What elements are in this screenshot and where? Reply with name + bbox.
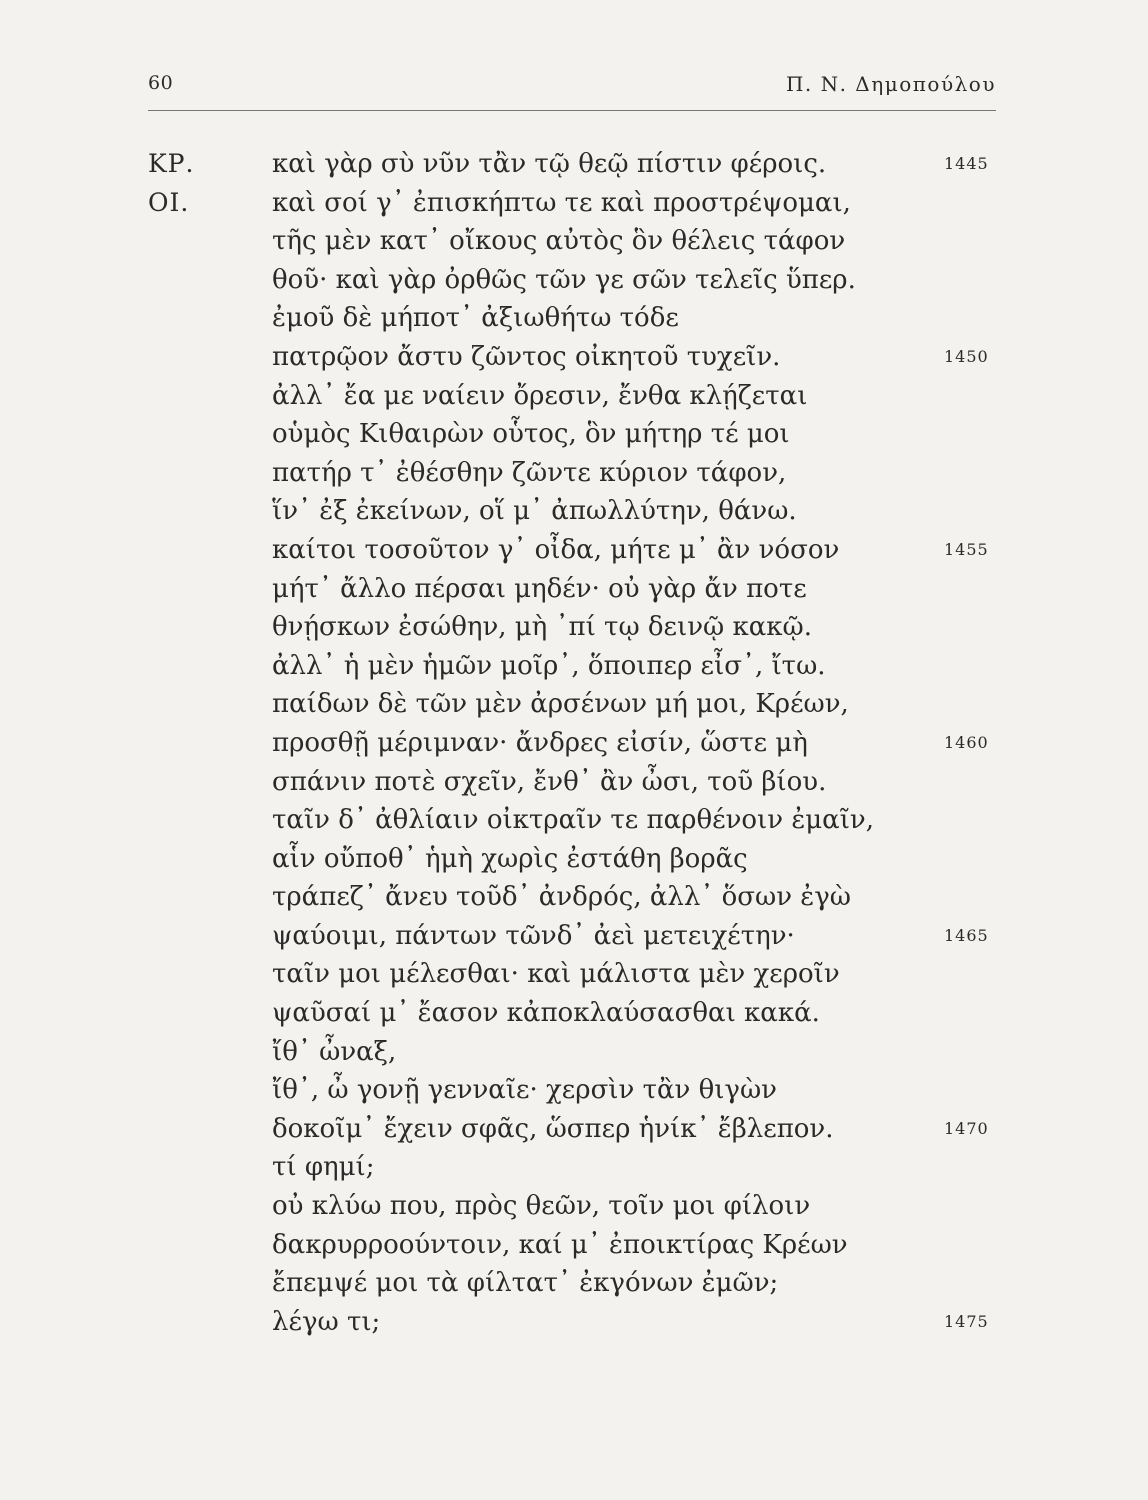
verse-text: τράπεζ᾽ ἄνευ τοῦδ᾽ ἀνδρός, ἀλλ᾽ ὅσων ἐγὼ <box>272 882 851 913</box>
verse-line <box>148 763 1008 802</box>
verse-text: ἀλλ᾽ ἔα με ναίειν ὄρεσιν, ἔνθα κλῄζεται <box>272 380 808 411</box>
verse-text: ἵν᾽ ἐξ ἐκείνων, οἵ μ᾽ ἀπωλλύτην, θάνω. <box>272 496 797 527</box>
verse-line <box>148 377 1008 416</box>
verse-text: σπάνιν ποτὲ σχεῖν, ἔνθ᾽ ἂν ὦσι, τοῦ βίου. <box>272 766 827 797</box>
verse-text: ἴθ᾽, ὦ γονῇ γενναῖε· χερσὶν τἂν θιγὼν <box>272 1075 777 1106</box>
verse-text: δοκοῖμ᾽ ἔχειν σφᾶς, ὥσπερ ἡνίκ᾽ ἔβλεπον. <box>272 1113 834 1144</box>
verse-text: καίτοι τοσοῦτον γ᾽ οἶδα, μήτε μ᾽ ἂν νόσον <box>272 534 840 565</box>
verse-line <box>148 878 1008 917</box>
verse-line <box>148 531 1008 570</box>
verse-line <box>148 647 1008 686</box>
header-rule <box>148 110 996 111</box>
verse-text: ταῖν δ᾽ ἀθλίαιν οἰκτραῖν τε παρθένοιν ἐμαῖν, <box>272 805 874 836</box>
line-number: 1470 <box>944 1118 989 1138</box>
verse-line <box>148 184 1008 223</box>
verse-line <box>148 994 1008 1033</box>
verse-text: ταῖν μοι μέλεσθαι· καὶ μάλιστα μὲν χεροῖν <box>272 959 840 990</box>
verse-line <box>148 1226 1008 1265</box>
verse-text: πατήρ τ᾽ ἐθέσθην ζῶντε κύριον τάφον, <box>272 457 787 488</box>
page-number: 60 <box>148 72 174 94</box>
verse-line <box>148 261 1008 300</box>
verse-text: τῆς μὲν κατ᾽ οἴκους αὐτὸς ὃν θέλεις τάφον <box>272 226 846 257</box>
verse-text: οὑμὸς Κιθαιρὼν οὗτος, ὃν μήτηρ τέ μοι <box>272 419 790 450</box>
verse-text: παίδων δὲ τῶν μὲν ἀρσένων μή μοι, Κρέων, <box>272 689 849 720</box>
verse-text: δακρυρροούντοιν, καί μ᾽ ἐποικτίρας Κρέων <box>272 1229 848 1260</box>
verse-text: καὶ σοί γ᾽ ἐπισκήπτω τε καὶ προστρέψομαι, <box>272 187 851 218</box>
verse-line <box>148 454 1008 493</box>
verse-line <box>148 1187 1008 1226</box>
page-header <box>148 72 996 108</box>
verse-line <box>148 299 1008 338</box>
verse-text: ἔπεμψέ μοι τὰ φίλτατ᾽ ἐκγόνων ἐμῶν; <box>272 1268 779 1299</box>
verse-line <box>148 338 1008 377</box>
running-head: Π. Ν. Δημοπούλου <box>785 72 996 96</box>
verse-line <box>148 1033 1008 1072</box>
verse-line <box>148 492 1008 531</box>
verse-text: ψαῦσαί μ᾽ ἔασον κἀποκλαύσασθαι κακά. <box>272 998 820 1029</box>
verse-text: οὐ κλύω που, πρὸς θεῶν, τοῖν μοι φίλοιν <box>272 1191 811 1222</box>
verse-line <box>148 570 1008 609</box>
verse-line <box>148 917 1008 956</box>
line-number: 1475 <box>944 1311 989 1331</box>
line-number: 1460 <box>944 732 989 752</box>
verse-line <box>148 724 1008 763</box>
line-number: 1445 <box>944 154 989 173</box>
verse-text: ἀλλ᾽ ἡ μὲν ἡμῶν μοῖρ᾽, ὅποιπερ εἶσ᾽, ἴτω. <box>272 650 826 681</box>
speaker-label: ΟΙ. <box>148 187 190 217</box>
verse-line <box>148 840 1008 879</box>
verse-line <box>148 1071 1008 1110</box>
speaker-label: ΚΡ. <box>148 149 195 178</box>
verse-text: ψαύοιμι, πάντων τῶνδ᾽ ἀεὶ μετειχέτην· <box>272 920 795 951</box>
verse-text: τί φημί; <box>272 1152 375 1183</box>
verse-line <box>148 1303 1008 1342</box>
verse-text: ἐμοῦ δὲ μήποτ᾽ ἀξιωθήτω τόδε <box>272 303 679 334</box>
line-number: 1465 <box>944 925 989 945</box>
verse-text: πατρῷον ἄστυ ζῶντος οἰκητοῦ τυχεῖν. <box>272 341 781 372</box>
verse-text: μήτ᾽ ἄλλο πέρσαι μηδέν· οὐ γὰρ ἄν ποτε <box>272 573 807 604</box>
verse-line <box>148 801 1008 840</box>
verse-block <box>148 145 1008 1341</box>
verse-text: λέγω τι; <box>272 1306 381 1337</box>
verse-line <box>148 955 1008 994</box>
verse-line <box>148 222 1008 261</box>
verse-line <box>148 1264 1008 1303</box>
verse-line <box>148 1110 1008 1149</box>
verse-text: ἴθ᾽ ὦναξ, <box>272 1036 397 1067</box>
verse-text: προσθῇ μέριμναν· ἄνδρες εἰσίν, ὥστε μὴ <box>272 727 808 758</box>
verse-line <box>148 145 1008 184</box>
verse-line <box>148 415 1008 454</box>
verse-line <box>148 608 1008 647</box>
verse-text: αἷν οὔποθ᾽ ἡμὴ χωρὶς ἐστάθη βορᾶς <box>272 843 748 874</box>
line-number: 1450 <box>944 346 989 366</box>
verse-text: θοῦ· καὶ γὰρ ὀρθῶς τῶν γε σῶν τελεῖς ὕπερ. <box>272 264 856 295</box>
line-number: 1455 <box>944 539 989 559</box>
verse-line <box>148 685 1008 724</box>
verse-line <box>148 1148 1008 1187</box>
verse-text: καὶ γὰρ σὺ νῦν τἂν τῷ θεῷ πίστιν φέροις. <box>272 149 827 179</box>
verse-text: θνῄσκων ἐσώθην, μὴ ᾽πί τῳ δεινῷ κακῷ. <box>272 612 813 643</box>
